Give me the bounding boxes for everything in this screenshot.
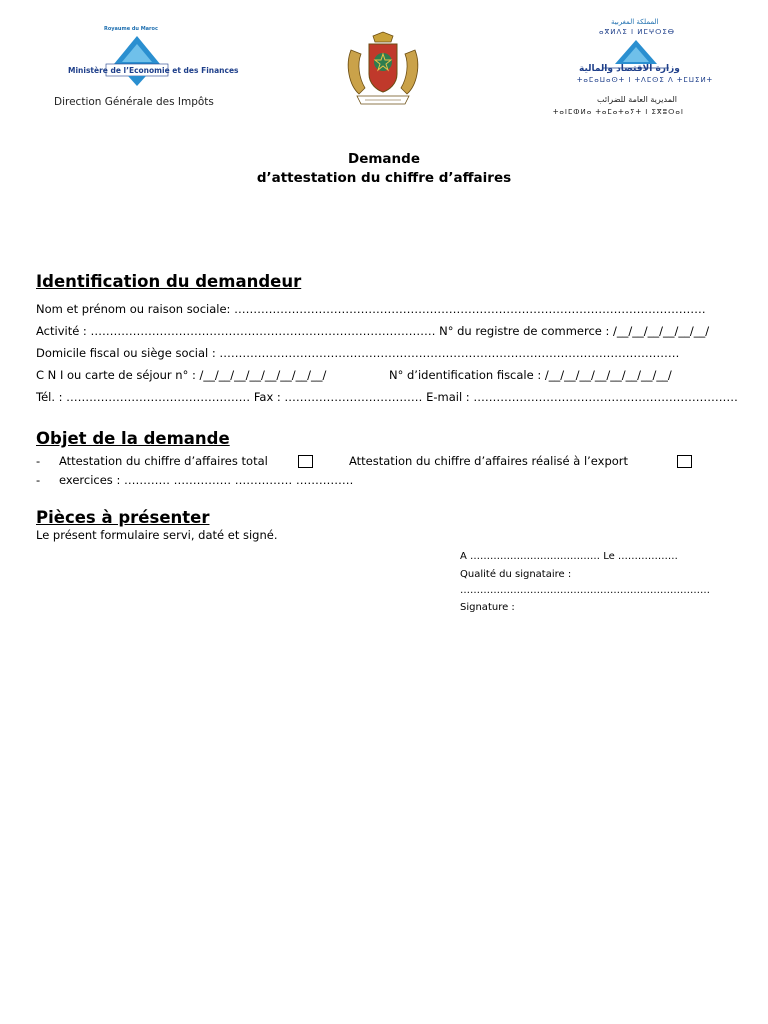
- pieces-heading: Pièces à présenter: [36, 508, 210, 527]
- ministry-triangle-icon: [102, 34, 172, 86]
- quality-label: Qualité du signataire :: [460, 569, 572, 580]
- royal-coat-of-arms-icon: [343, 30, 423, 106]
- activity-rc-field[interactable]: Activité : ……………………………………………………………………………… N° du registre de commerce : /__/__/__/__/__/__/: [36, 324, 710, 338]
- if-field[interactable]: N° d’identification fiscale : /__/__/__/__/__/__/__/__/: [389, 368, 672, 382]
- directorate-tf-label: ⵜⴰⵏⵎⵀⵍⴰ ⵜⴰⵎⴰⵜⴰⵢⵜ ⵏ ⵉⴳⵓⵔⴰⵏ: [553, 108, 684, 116]
- directorate-ar-label: المديرية العامة للضرائب: [597, 95, 677, 104]
- option-total-label: Attestation du chiffre d’affaires total: [59, 454, 268, 468]
- identification-heading: Identification du demandeur: [36, 272, 302, 291]
- ministry-logo-right: [545, 18, 725, 123]
- option-total-checkbox[interactable]: [298, 455, 313, 468]
- cni-field[interactable]: C N I ou carte de séjour n° : /__/__/__/__/__/__/__/__/: [36, 368, 327, 382]
- name-field[interactable]: Nom et prénom ou raison sociale: ……………………………………………………………………………………………………………: [36, 302, 706, 316]
- ministry-logo-left: [54, 26, 239, 116]
- option-export-label: Attestation du chiffre d’affaires réalisé à l’export: [349, 454, 629, 468]
- domicile-field[interactable]: Domicile fiscal ou siège social : …………………………………………………………………………………………………………: [36, 346, 680, 360]
- document-title-line1: Demande: [348, 151, 420, 167]
- bullet-dash: -: [36, 473, 41, 487]
- kingdom-tf-label: ⴰⴳⵍⴷⵉ ⵏ ⵍⵎⵖⵔⵉⴱ: [599, 28, 675, 36]
- contact-field[interactable]: Tél. : ………………………………………… Fax : ……………………………… E-mail : ……………………………………………………………: [36, 390, 738, 404]
- ministry-ar-label: وزارة الاقتصاد والمالية: [579, 64, 680, 74]
- ministry-tf-label: ⵜⴰⵎⴰⵡⴰⵙⵜ ⵏ ⵜⴷⵎⵙⵉ ⴷ ⵜⵎⵡⵉⵍⵜ: [577, 76, 714, 84]
- directorate-label: Direction Générale des Impôts: [54, 96, 214, 108]
- objet-heading: Objet de la demande: [36, 429, 230, 448]
- kingdom-ar-label: المملكة المغربية: [611, 18, 659, 26]
- kingdom-label: Royaume du Maroc: [104, 26, 158, 32]
- ministry-label: Ministère de l’Economie et des Finances: [68, 66, 239, 75]
- exercices-field[interactable]: exercices : ………… …………… …………… ……………: [59, 473, 354, 487]
- bullet-dash: -: [36, 454, 41, 468]
- place-date-field[interactable]: A ………………………………… Le ………………: [460, 551, 678, 562]
- signature-label: Signature :: [460, 602, 515, 613]
- quality-field[interactable]: …………………………………………………………………: [460, 585, 710, 596]
- option-export-checkbox[interactable]: [677, 455, 692, 468]
- document-title-line2: d’attestation du chiffre d’affaires: [256, 170, 512, 186]
- pieces-text: Le présent formulaire servi, daté et signé.: [36, 528, 278, 542]
